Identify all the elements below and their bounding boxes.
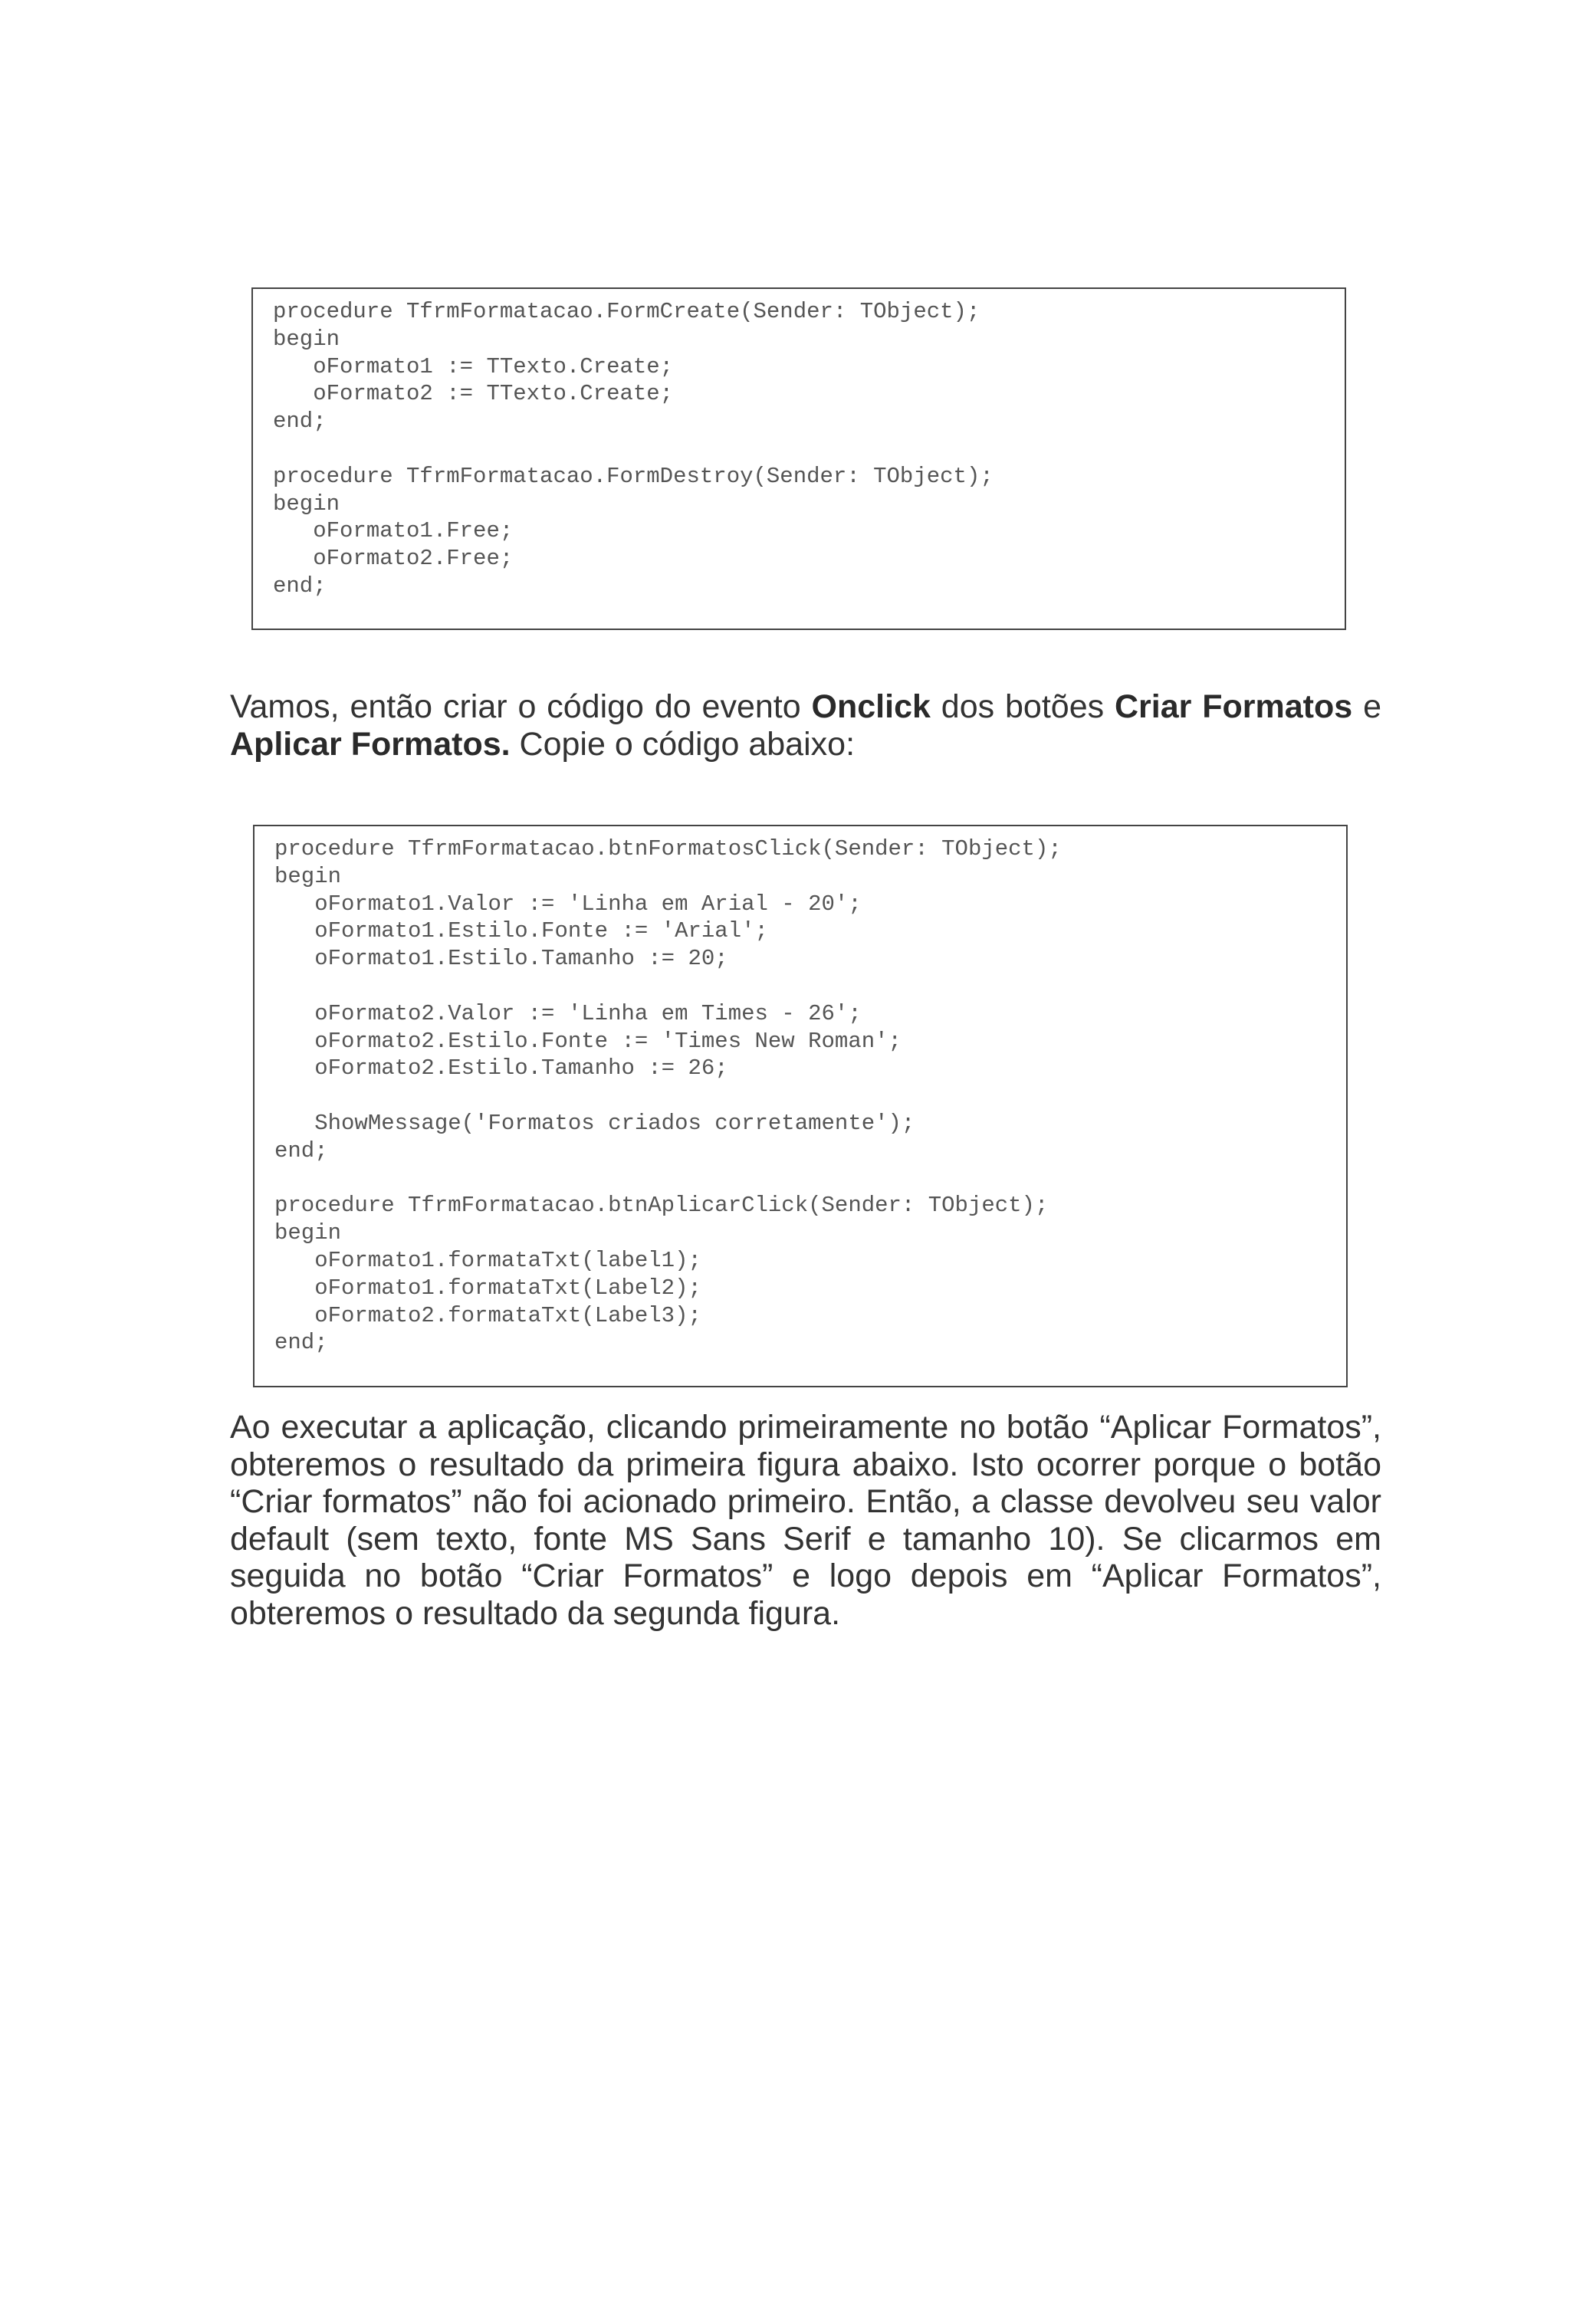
intro-line-2	[230, 726, 1381, 763]
code-line: end;	[273, 409, 327, 435]
code-line: end;	[273, 573, 327, 599]
code-line: oFormato2 := TTexto.Create;	[273, 381, 674, 407]
code-line: oFormato1.formataTxt(Label2);	[274, 1275, 701, 1301]
code-line: oFormato2.Estilo.Tamanho := 26;	[274, 1055, 728, 1082]
code-line: oFormato2.formataTxt(Label3);	[274, 1302, 701, 1328]
code-line: oFormato2.Estilo.Fonte := 'Times New Roman';	[274, 1028, 902, 1054]
code-line: oFormato1.Valor := 'Linha em Arial - 20';	[274, 891, 862, 917]
code-line: oFormato2.Valor := 'Linha em Times - 26';	[274, 1000, 862, 1026]
intro-bold-onclick: Onclick	[811, 688, 931, 725]
intro-text: e	[1352, 688, 1381, 725]
code-line: ShowMessage('Formatos criados corretamente');	[274, 1110, 915, 1136]
code-line: begin	[274, 1220, 342, 1246]
code-line: procedure TfrmFormatacao.FormDestroy(Sender: TObject);	[273, 463, 994, 489]
intro-text: dos botões	[930, 688, 1115, 725]
intro-text: Copie o código abaixo:	[510, 725, 856, 763]
intro-line-1	[230, 688, 1381, 726]
code-line: oFormato1.Free;	[273, 518, 514, 544]
code-listing	[273, 298, 1325, 600]
code-line: begin	[273, 326, 340, 352]
intro-text: Vamos, então criar o código do evento	[230, 688, 812, 725]
code-listing	[274, 835, 1326, 1357]
code-line: end;	[274, 1330, 328, 1356]
code-line: oFormato1.formataTxt(label1);	[274, 1247, 701, 1273]
code-line: oFormato1.Estilo.Tamanho := 20;	[274, 946, 728, 972]
result-paragraph: Ao executar a aplicação, clicando primeiramente no botão “Aplicar Formatos”, obteremos o resultado da primeira figura abaixo. Isto ocorrer porque o botão “Criar formatos” não foi acionado primeiro. Então, a classe devolveu seu valor default (sem texto, fonte MS Sans Serif e tamanho 10). Se clicarmos em seguida no botão “Criar Formatos” e logo depois em “Aplicar Formatos”, obteremos o resultado da segunda figura.	[230, 1409, 1381, 1632]
code-block-button-clicks	[253, 825, 1348, 1387]
code-line: procedure TfrmFormatacao.btnFormatosClick(Sender: TObject);	[274, 836, 1062, 862]
code-block-form-events	[251, 287, 1346, 630]
intro-bold-aplicar-formatos: Aplicar Formatos.	[230, 725, 511, 763]
code-line: begin	[274, 863, 342, 889]
intro-paragraph	[230, 688, 1381, 763]
code-line: oFormato2.Free;	[273, 546, 514, 572]
code-line: oFormato1.Estilo.Fonte := 'Arial';	[274, 918, 768, 944]
code-line: oFormato1 := TTexto.Create;	[273, 353, 674, 379]
code-line: procedure TfrmFormatacao.FormCreate(Sender: TObject);	[273, 299, 980, 324]
code-line: begin	[273, 491, 340, 517]
code-line: procedure TfrmFormatacao.btnAplicarClick(Sender: TObject);	[274, 1193, 1049, 1219]
code-line: end;	[274, 1137, 328, 1164]
intro-bold-criar-formatos: Criar Formatos	[1115, 688, 1353, 725]
